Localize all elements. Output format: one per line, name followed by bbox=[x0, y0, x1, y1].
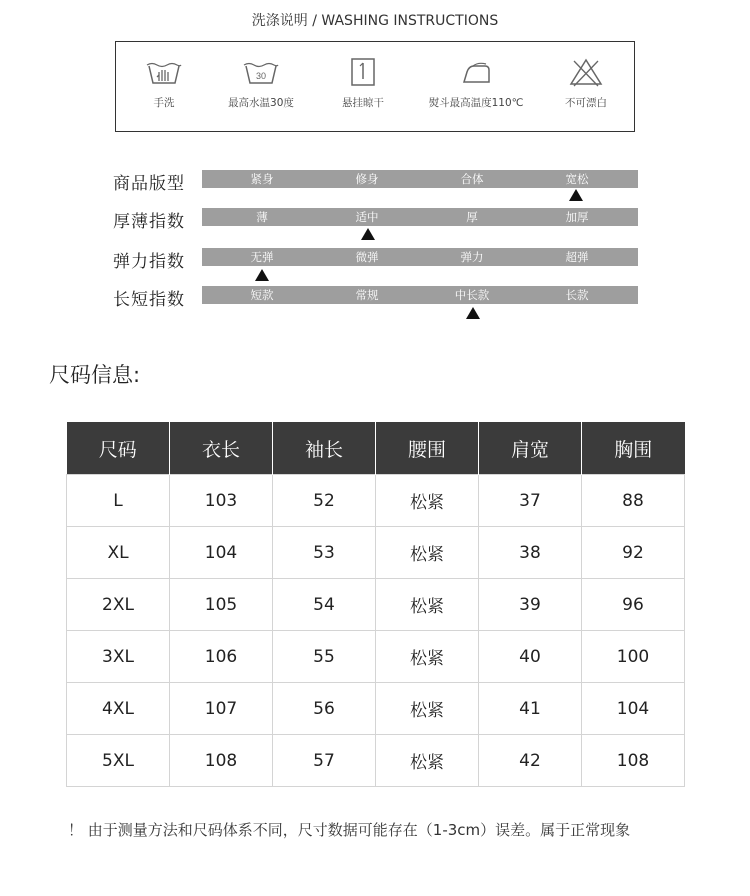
iron-icon bbox=[456, 57, 496, 87]
wash-item-hand-wash bbox=[109, 42, 219, 110]
attribute-scale-bar bbox=[202, 170, 638, 188]
table-cell: 108 bbox=[582, 735, 685, 787]
scale-option: 微弹 bbox=[355, 250, 379, 264]
wash-label: 悬挂晾干 bbox=[342, 97, 384, 109]
selected-marker bbox=[569, 189, 583, 201]
table-cell: 3XL bbox=[67, 631, 170, 683]
washing-title: 洗涤说明 / WASHING INSTRUCTIONS bbox=[251, 13, 499, 29]
size-info-heading: 尺码信息: bbox=[49, 363, 141, 387]
attribute-name: 商品版型 bbox=[113, 174, 185, 194]
column-header: 尺码 bbox=[67, 422, 170, 475]
table-cell: 42 bbox=[479, 735, 582, 787]
scale-option: 超弹 bbox=[565, 250, 589, 264]
scale-option: 短款 bbox=[250, 288, 274, 302]
table-cell: 104 bbox=[170, 527, 273, 579]
table-cell: 100 bbox=[582, 631, 685, 683]
column-header: 胸围 bbox=[582, 422, 685, 475]
scale-option: 无弹 bbox=[250, 250, 274, 264]
table-cell: 37 bbox=[479, 475, 582, 527]
wash-30-icon bbox=[241, 57, 281, 87]
wash-item-no-bleach bbox=[531, 42, 641, 110]
attribute-length bbox=[113, 286, 643, 310]
table-cell: 106 bbox=[170, 631, 273, 683]
column-header: 腰围 bbox=[376, 422, 479, 475]
table-cell: 108 bbox=[170, 735, 273, 787]
wash-item-iron bbox=[421, 42, 531, 110]
table-cell: 38 bbox=[479, 527, 582, 579]
wash-label: 不可漂白 bbox=[565, 97, 607, 109]
scale-option: 宽松 bbox=[565, 172, 589, 186]
scale-option: 常规 bbox=[355, 288, 379, 302]
scale-option: 薄 bbox=[256, 210, 268, 224]
scale-option: 弹力 bbox=[460, 250, 484, 264]
scale-option: 适中 bbox=[355, 210, 379, 224]
table-cell: 96 bbox=[582, 579, 685, 631]
table-cell: 104 bbox=[582, 683, 685, 735]
column-header: 袖长 bbox=[273, 422, 376, 475]
scale-option: 紧身 bbox=[250, 172, 274, 186]
table-cell: 41 bbox=[479, 683, 582, 735]
table-cell: 92 bbox=[582, 527, 685, 579]
scale-option: 合体 bbox=[460, 172, 484, 186]
attribute-name: 弹力指数 bbox=[113, 252, 185, 272]
attribute-elasticity bbox=[113, 248, 643, 272]
attribute-scale-bar bbox=[202, 208, 638, 226]
scale-option: 修身 bbox=[355, 172, 379, 186]
table-cell: 103 bbox=[170, 475, 273, 527]
table-cell: 松紧 bbox=[376, 735, 479, 787]
table-cell: 4XL bbox=[67, 683, 170, 735]
selected-marker bbox=[255, 269, 269, 281]
table-row bbox=[67, 631, 685, 683]
table-row bbox=[67, 579, 685, 631]
no-bleach-icon bbox=[566, 57, 606, 87]
hang-dry-icon bbox=[343, 57, 383, 87]
table-cell: L bbox=[67, 475, 170, 527]
column-header: 肩宽 bbox=[479, 422, 582, 475]
table-cell: 松紧 bbox=[376, 527, 479, 579]
table-row bbox=[67, 475, 685, 527]
selected-marker bbox=[361, 228, 375, 240]
measurement-note: ！ 由于测量方法和尺码体系不同，尺寸数据可能存在（1-3cm）误差。属于正常现象 bbox=[68, 821, 631, 839]
scale-option: 加厚 bbox=[565, 210, 589, 224]
scale-option: 长款 bbox=[565, 288, 589, 302]
attribute-thickness bbox=[113, 208, 643, 232]
table-cell: 88 bbox=[582, 475, 685, 527]
table-cell: XL bbox=[67, 527, 170, 579]
table-row bbox=[67, 527, 685, 579]
table-header-row bbox=[67, 422, 685, 475]
table-cell: 105 bbox=[170, 579, 273, 631]
table-cell: 5XL bbox=[67, 735, 170, 787]
wash-item-30 bbox=[206, 42, 316, 110]
washing-instructions-box bbox=[115, 41, 635, 132]
scale-option: 中长款 bbox=[454, 288, 490, 302]
wash-label: 熨斗最高温度110℃ bbox=[428, 97, 524, 109]
table-cell: 2XL bbox=[67, 579, 170, 631]
table-cell: 39 bbox=[479, 579, 582, 631]
scale-option: 厚 bbox=[466, 210, 478, 224]
table-cell: 松紧 bbox=[376, 579, 479, 631]
attribute-name: 厚薄指数 bbox=[113, 212, 185, 232]
attribute-name: 长短指数 bbox=[113, 290, 185, 310]
hand-wash-icon bbox=[144, 57, 184, 87]
table-row bbox=[67, 683, 685, 735]
table-cell: 52 bbox=[273, 475, 376, 527]
table-cell: 107 bbox=[170, 683, 273, 735]
selected-marker bbox=[466, 307, 480, 319]
wash-temp-text: 30 bbox=[255, 71, 267, 81]
size-table bbox=[66, 422, 685, 787]
table-cell: 松紧 bbox=[376, 683, 479, 735]
table-cell: 57 bbox=[273, 735, 376, 787]
table-cell: 54 bbox=[273, 579, 376, 631]
attribute-scale-bar bbox=[202, 286, 638, 304]
wash-item-hang-dry bbox=[308, 42, 418, 110]
attribute-fit bbox=[113, 170, 643, 194]
table-cell: 松紧 bbox=[376, 631, 479, 683]
table-row bbox=[67, 735, 685, 787]
table-cell: 55 bbox=[273, 631, 376, 683]
table-cell: 松紧 bbox=[376, 475, 479, 527]
attribute-scale-bar bbox=[202, 248, 638, 266]
wash-label: 最高水温30度 bbox=[228, 97, 294, 109]
table-cell: 53 bbox=[273, 527, 376, 579]
column-header: 衣长 bbox=[170, 422, 273, 475]
wash-label: 手洗 bbox=[153, 97, 175, 109]
table-cell: 56 bbox=[273, 683, 376, 735]
table-cell: 40 bbox=[479, 631, 582, 683]
